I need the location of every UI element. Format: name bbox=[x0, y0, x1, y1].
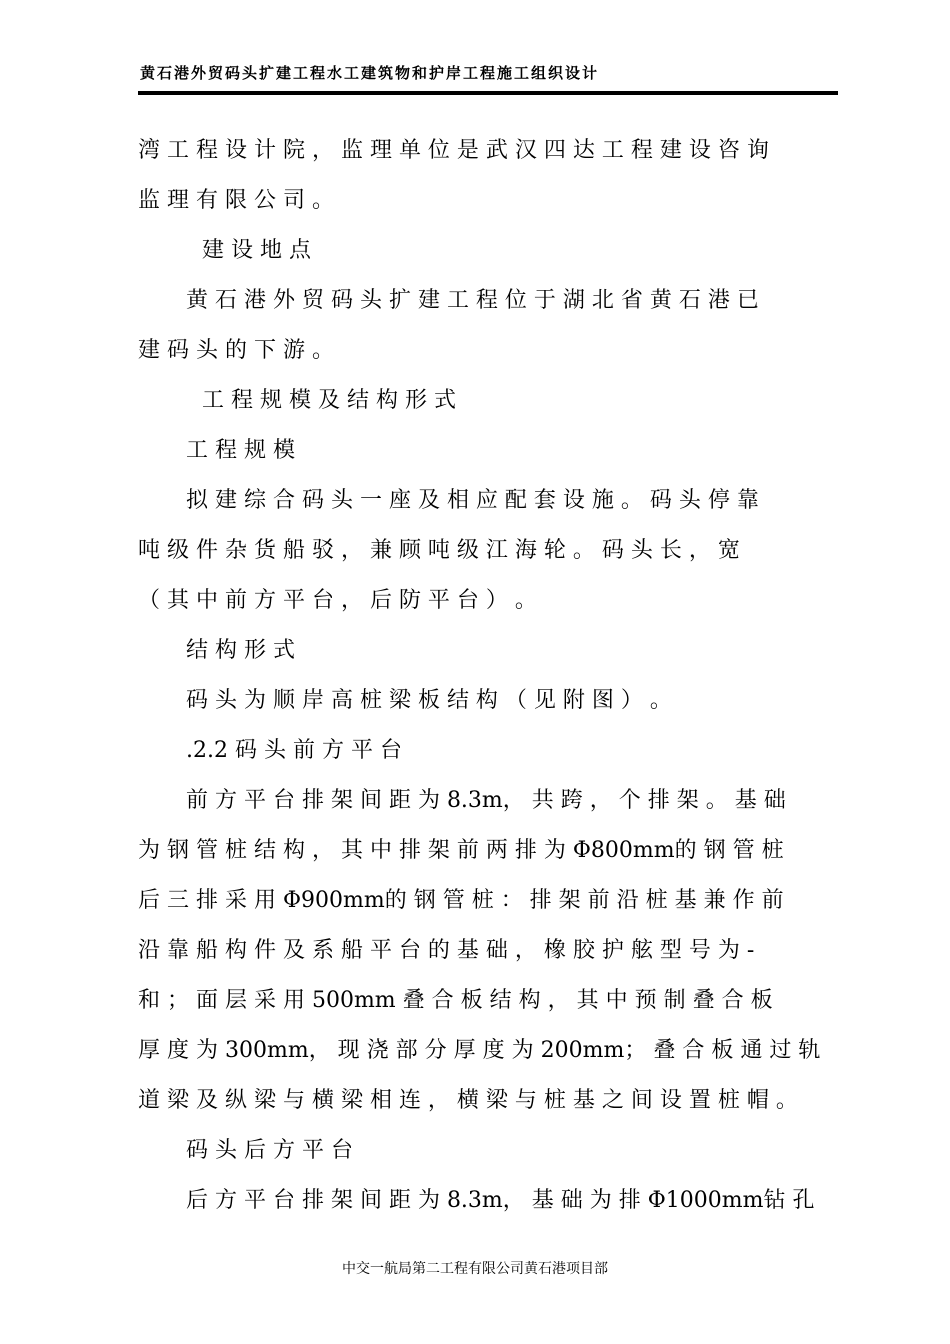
header-title: 黄石港外贸码头扩建工程水工建筑物和护岸工程施工组织设计 bbox=[140, 64, 600, 82]
body-line: 码 头 为 顺 岸 高 桩 梁 板 结 构 （ 见 附 图 ） 。 bbox=[186, 688, 672, 713]
section-heading: 建 设 地 点 bbox=[202, 238, 311, 263]
body-line: 拟 建 综 合 码 头 一 座 及 相 应 配 套 设 施 。 码 头 停 靠 bbox=[186, 488, 759, 513]
footer-text: 中交一航局第二工程有限公司黄石港项目部 bbox=[342, 1261, 608, 1277]
body-line: 监 理 有 限 公 司 。 bbox=[138, 188, 334, 213]
body-line: 后 方 平 台 排 架 间 距 为 8.3m， 基 础 为 排 Φ1000mm钻 孔 bbox=[186, 1188, 815, 1213]
body-line: （ 其 中 前 方 平 台 ， 后 防 平 台 ） 。 bbox=[138, 588, 537, 613]
body-line: 为 钢 管 桩 结 构 ， 其 中 排 架 前 两 排 为 Φ800mm的 钢 管 桩 bbox=[138, 838, 784, 863]
body-line: 建 码 头 的 下 游 。 bbox=[138, 338, 334, 363]
section-heading: 工 程 规 模 及 结 构 形 式 bbox=[202, 388, 456, 413]
body-line: 道 梁 及 纵 梁 与 横 梁 相 连 ， 横 梁 与 桩 基 之 间 设 置 桩 帽 。 bbox=[138, 1088, 798, 1113]
header-rule bbox=[138, 91, 838, 95]
body-line: 沿 靠 船 构 件 及 系 船 平 台 的 基 础 ， 橡 胶 护 舷 型 号 为 - bbox=[138, 938, 755, 963]
subsection-heading: 结 构 形 式 bbox=[186, 638, 295, 663]
section-heading: 码 头 后 方 平 台 bbox=[186, 1138, 353, 1163]
body-line: 后 三 排 采 用 Φ900mm的 钢 管 桩 ： 排 架 前 沿 桩 基 兼 作 前 bbox=[138, 888, 784, 913]
body-line: 厚 度 为 300mm， 现 浇 部 分 厚 度 为 200mm； 叠 合 板 通 过 轨 bbox=[138, 1038, 821, 1063]
body-line: 黄 石 港 外 贸 码 头 扩 建 工 程 位 于 湖 北 省 黄 石 港 已 bbox=[186, 288, 759, 313]
subsection-heading: 工 程 规 模 bbox=[186, 438, 295, 463]
section-heading: .2.2 码 头 前 方 平 台 bbox=[186, 738, 402, 763]
body-line: 前 方 平 台 排 架 间 距 为 8.3m， 共 跨 ， 个 排 架 。 基 础 bbox=[186, 788, 786, 813]
body-line: 湾 工 程 设 计 院 ， 监 理 单 位 是 武 汉 四 达 工 程 建 设 咨 询 bbox=[138, 138, 769, 163]
body-line: 吨 级 件 杂 货 船 驳 ， 兼 顾 吨 级 江 海 轮 。 码 头 长 ， 宽 bbox=[138, 538, 740, 563]
body-line: 和 ； 面 层 采 用 500mm 叠 合 板 结 构 ， 其 中 预 制 叠 合 板 bbox=[138, 988, 773, 1013]
